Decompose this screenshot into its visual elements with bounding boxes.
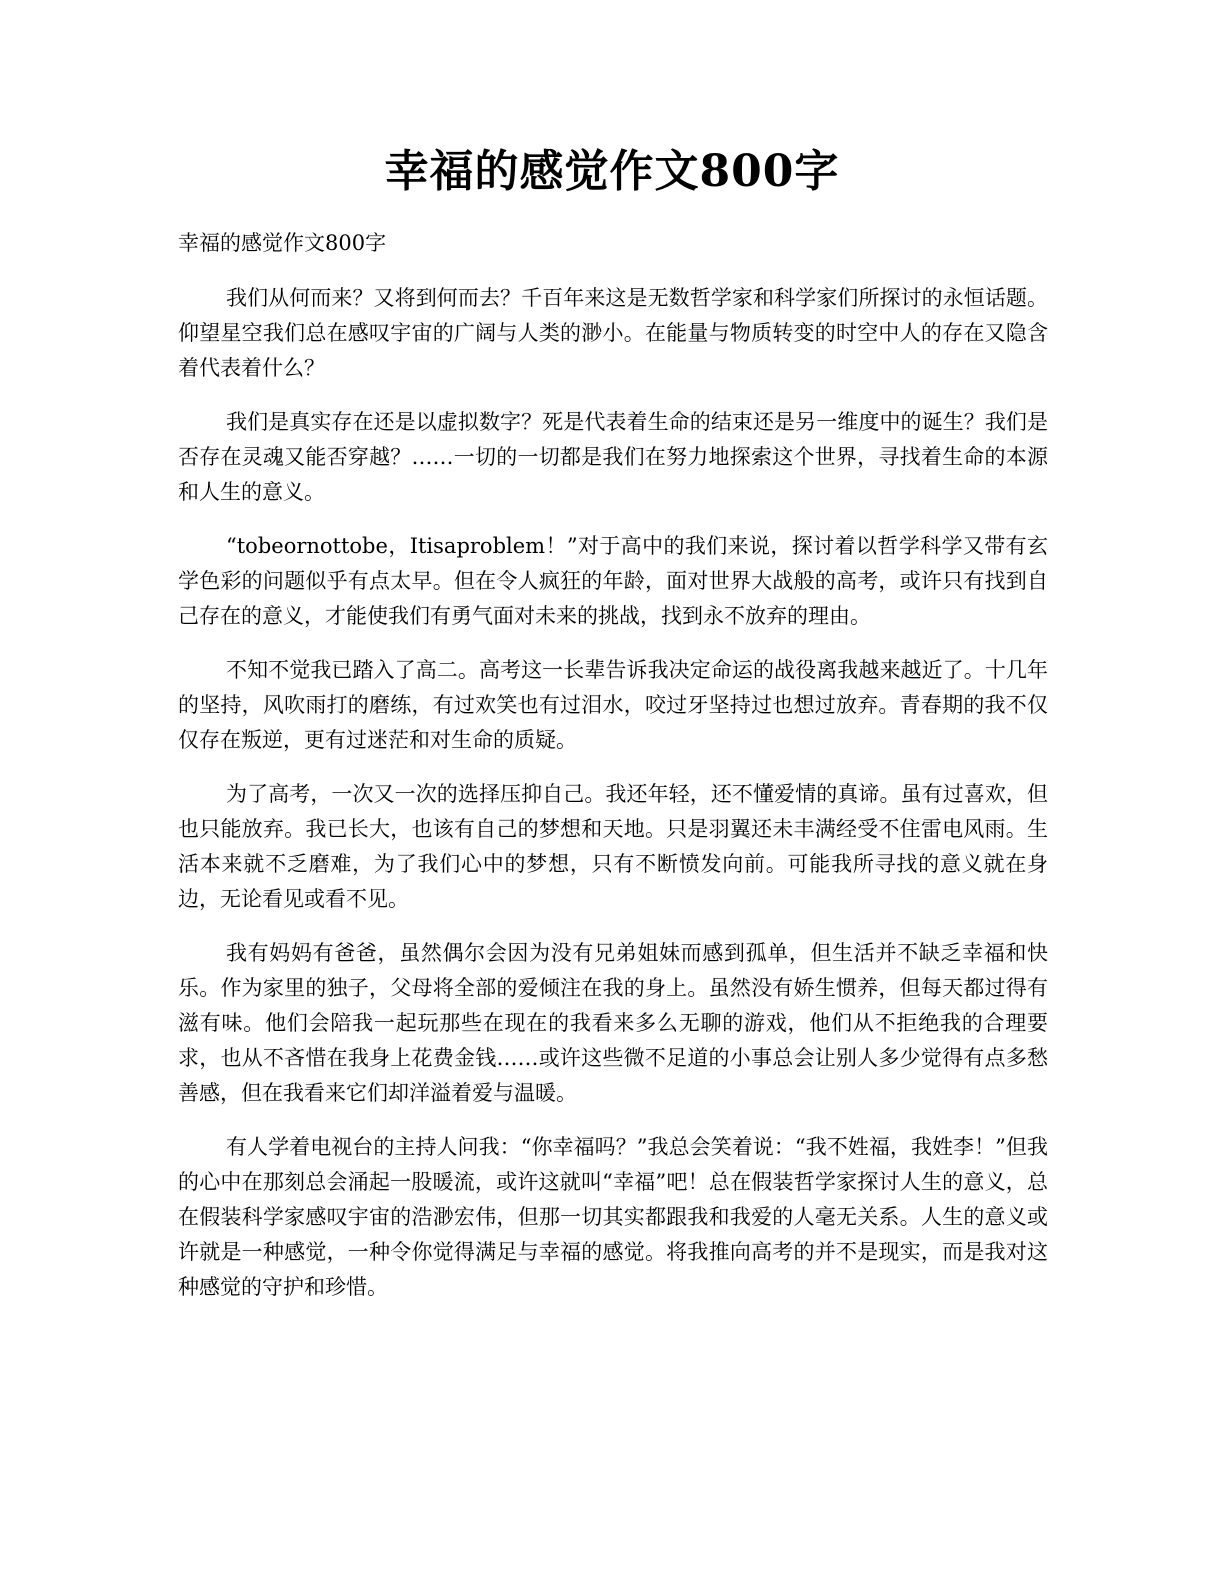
paragraph-1: 我们从何而来？又将到何而去？千百年来这是无数哲学家和科学家们所探讨的永恒话题。仰望星空我们总在感叹宇宙的广阔与人类的渺小。在能量与物质转变的时空中人的存在又隐含着代表着什么？ (178, 286, 1048, 380)
paragraph-7: 有人学着电视台的主持人问我：“你幸福吗？”我总会笑着说：“我不姓福，我姓李！”但我的心中在那刻总会涌起一股暖流，或许这就叫“幸福”吧！总在假装哲学家探讨人生的意义，总在假装科学家感叹宇宙的浩渺宏伟，但那一切其实都跟我和我爱的人毫无关系。人生的意义或许就是一种感觉，一种令你觉得满足与幸福的感觉。将我推向高考的并不是现实，而是我对这种感觉的守护和珍惜。 (178, 1135, 1048, 1299)
document-body (178, 281, 1048, 1324)
paragraph-5: 为了高考，一次又一次的选择压抑自己。我还年轻，还不懂爱情的真谛。虽有过喜欢，但也只能放弃。我已长大，也该有自己的梦想和天地。只是羽翼还未丰满经受不住雷电风雨。生活本来就不乏磨难，为了我们心中的梦想，只有不断愤发向前。可能我所寻找的意义就在身边，无论看见或看不见。 (178, 782, 1048, 911)
paragraph-6: 我有妈妈有爸爸，虽然偶尔会因为没有兄弟姐妹而感到孤单，但生活并不缺乏幸福和快乐。作为家里的独子，父母将全部的爱倾注在我的身上。虽然没有娇生惯养，但每天都过得有滋有味。他们会陪我一起玩那些在现在的我看来多么无聊的游戏，他们从不拒绝我的合理要求，也从不吝惜在我身上花费金钱……或许这些微不足道的小事总会让别人多少觉得有点多愁善感，但在我看来它们却洋溢着爱与温暖。 (178, 941, 1048, 1105)
document-subtitle: 幸福的感觉作文800字 (178, 231, 387, 255)
paragraph-3: “tobeornottobe，Itisaproblem！”对于高中的我们来说，探讨着以哲学科学又带有玄学色彩的问题似乎有点太早。但在令人疯狂的年龄，面对世界大战般的高考，或许只有找到自己存在的意义，才能使我们有勇气面对未来的挑战，找到永不放弃的理由。 (178, 534, 1048, 628)
document-title: 幸福的感觉作文800字 (384, 146, 840, 197)
paragraph-4: 不知不觉我已踏入了高二。高考这一长辈告诉我决定命运的战役离我越来越近了。十几年的坚持，风吹雨打的磨练，有过欢笑也有过泪水，咬过牙坚持过也想过放弃。青春期的我不仅仅存在叛逆，更有过迷茫和对生命的质疑。 (178, 658, 1048, 752)
paragraph-2: 我们是真实存在还是以虚拟数字？死是代表着生命的结束还是另一维度中的诞生？我们是否存在灵魂又能否穿越？……一切的一切都是我们在努力地探索这个世界，寻找着生命的本源和人生的意义。 (178, 410, 1048, 504)
